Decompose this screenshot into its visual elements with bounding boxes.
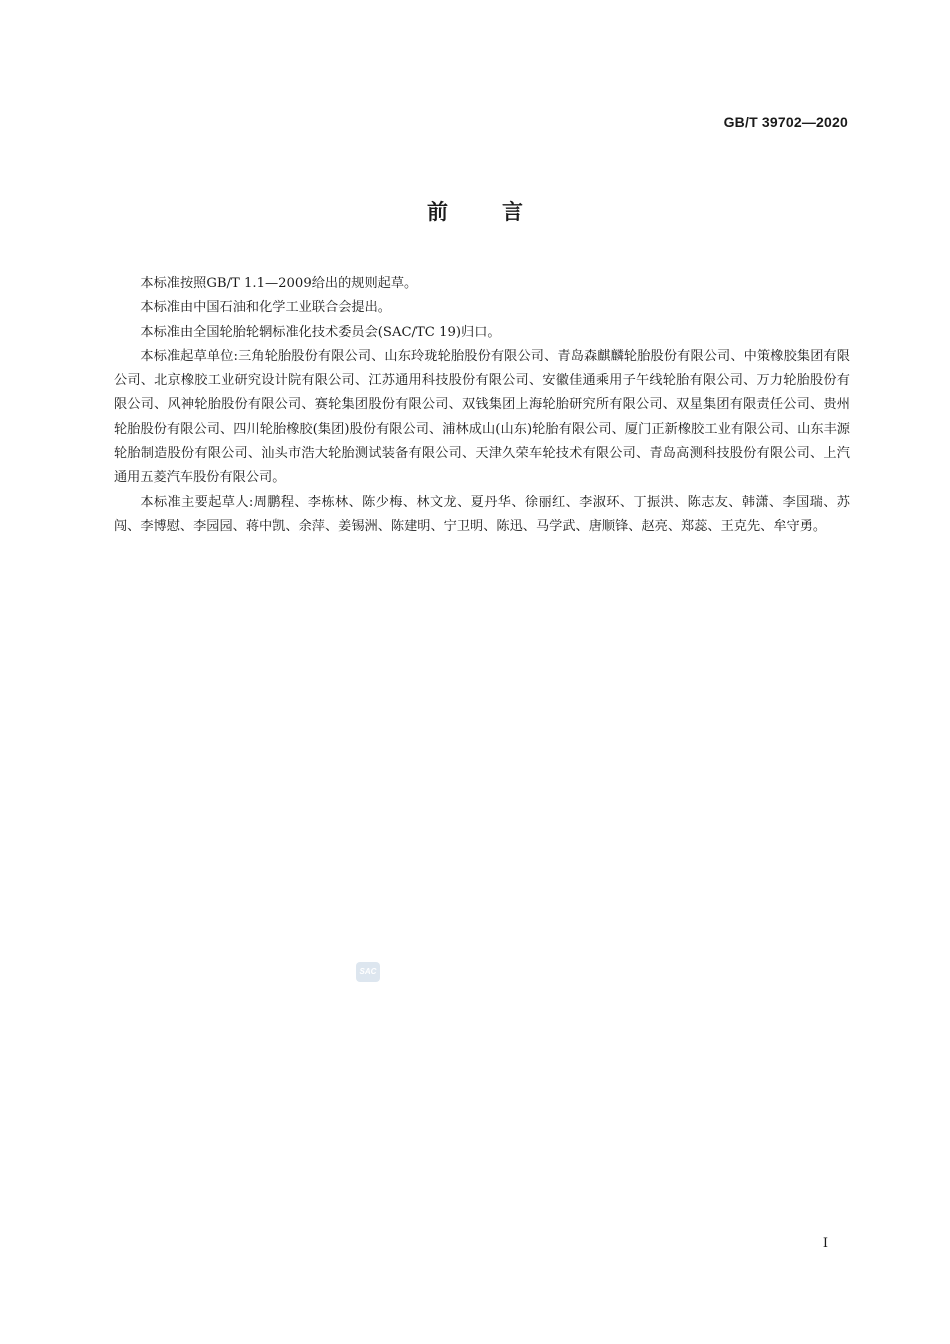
page-title: 前言 (427, 200, 577, 224)
page-number: I (822, 1236, 828, 1251)
paragraph-drafting-units: 本标准起草单位:三角轮胎股份有限公司、山东玲珑轮胎股份有限公司、青岛森麒麟轮胎股份有限公司、中策橡胶集团有限公司、北京橡胶工业研究设计院有限公司、江苏通用科技股份有限公司、安徽佳通乘用子午线轮胎有限公司、万力轮胎股份有限公司、风神轮胎股份有限公司、赛轮集团股份有限公司、双钱集团上海轮胎研究所有限公司、双星集团有限责任公司、贵州轮胎股份有限公司、四川轮胎橡胶(集团)股份有限公司、浦林成山(山东)轮胎有限公司、厦门正新橡胶工业有限公司、山东丰源轮胎制造股份有限公司、汕头市浩大轮胎测试装备有限公司、天津久荣车轮技术有限公司、青岛高测科技股份有限公司、上汽通用五菱汽车股份有限公司。 (114, 348, 850, 486)
foreword-body (114, 272, 850, 539)
paragraph-proposer: 本标准由中国石油和化学工业联合会提出。 (140, 300, 391, 316)
paragraph-drafting-rules: 本标准按照GB/T 1.1—2009给出的规则起草。 (140, 276, 418, 291)
standard-number: GB/T 39702—2020 (723, 114, 848, 130)
paragraph-drafters: 本标准主要起草人:周鹏程、李栋林、陈少梅、林文龙、夏丹华、徐丽红、李淑环、丁振洪、陈志友、韩潇、李国瑞、苏闯、李博慰、李园园、蒋中凯、余萍、姜锡洲、陈建明、宁卫明、陈迅、马学武、唐顺锋、赵亮、郑蕊、王克先、牟守勇。 (114, 494, 850, 534)
paragraph-committee: 本标准由全国轮胎轮辋标准化技术委员会(SAC/TC 19)归口。 (140, 324, 501, 340)
sac-watermark-logo: SAC (356, 962, 380, 982)
